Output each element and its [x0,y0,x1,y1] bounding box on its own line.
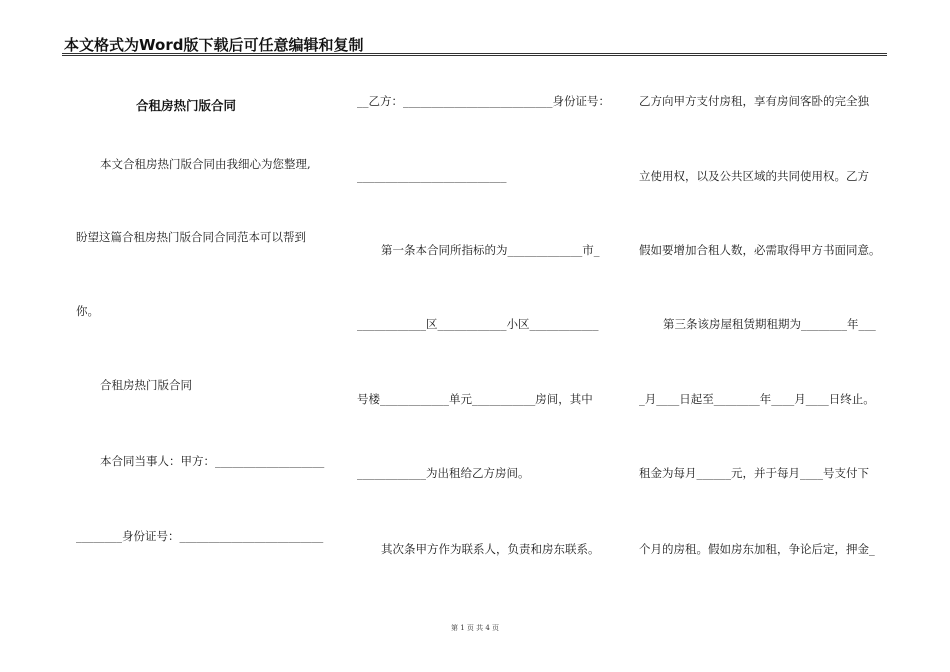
col1-line-6: ________身份证号：_________________________ [76,529,324,543]
col1-line-5: 本合同当事人：甲方：___________________ [100,454,325,468]
col2-line-4: ____________区____________小区____________ [357,317,599,331]
col3-line-4: 第三条该房屋租赁期租期为________年___ [663,317,876,331]
col2-line-5: 号楼____________单元___________房间，其中 [357,392,593,406]
col2-line-1: __乙方：__________________________身份证号： [357,94,610,108]
col3-line-7: 个月的房租。假如房东加租，争论后定，押金_ [639,542,875,556]
col1-line-4: 合租房热门版合同 [100,378,192,392]
document-title: 合租房热门版合同 [136,98,237,113]
col3-line-2: 立使用权，以及公共区域的共同使用权。乙方 [639,169,869,183]
col2-line-3: 第一条本合同所指标的为_____________市_ [381,243,600,257]
col3-line-3: 假如要增加合租人数，必需取得甲方书面同意。 [639,243,881,257]
col1-line-3: 你。 [76,304,99,318]
col2-line-6: ____________为出租给乙方房间。 [357,466,530,480]
col3-line-6: 租金为每月______元，并于每月____号支付下 [639,466,869,480]
header-rule-bottom [62,55,887,56]
col1-line-1: 本文合租房热门版合同由我细心为您整理, [100,157,311,171]
col2-line-2: __________________________ [357,169,507,183]
header-rule-top [62,53,887,54]
col1-line-2: 盼望这篇合租房热门版合同合同范本可以帮到 [76,230,306,244]
col2-line-7: 其次条甲方作为联系人，负责和房东联系。 [381,542,600,556]
page-number-footer: 第 1 页 共 4 页 [450,624,500,632]
col3-line-5: _月____日起至________年____月____日终止。 [639,392,875,406]
col3-line-1: 乙方向甲方支付房租，享有房间客卧的完全独 [639,94,869,108]
document-header: 本文格式为Word版下载后可任意编辑和复制 [64,36,364,54]
